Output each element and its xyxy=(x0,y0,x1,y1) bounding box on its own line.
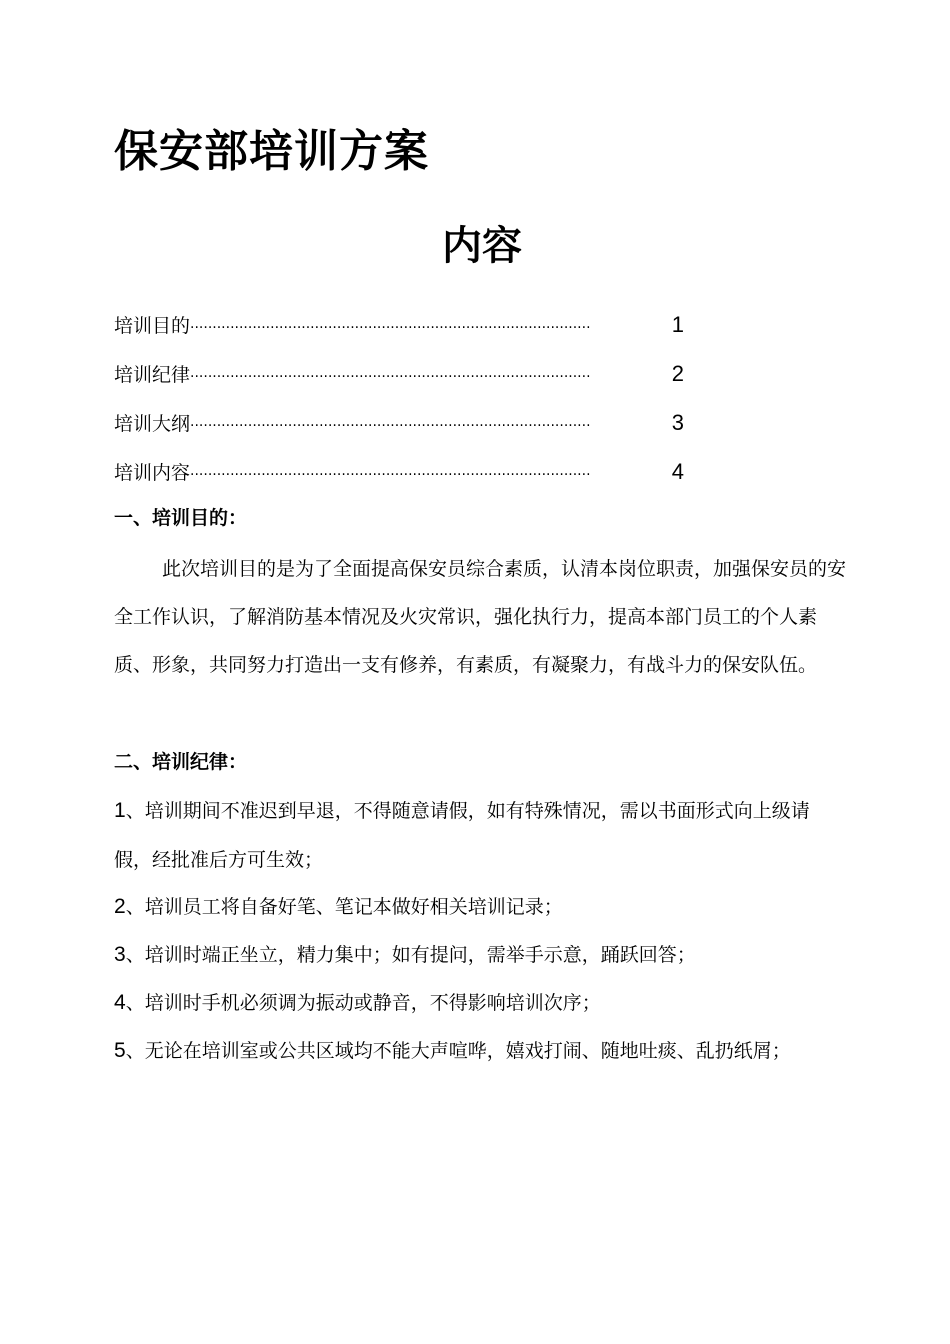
rule-number: 3 xyxy=(114,943,126,966)
toc-entry[interactable] xyxy=(114,408,684,457)
discipline-rule-item xyxy=(114,1026,838,1076)
toc-dot-leader: ·························································································· xyxy=(190,467,591,483)
toc-entry-page: 4 xyxy=(671,459,684,484)
section-heading-discipline: 二、培训纪律： xyxy=(114,751,248,773)
document-title: 保安部培训方案 xyxy=(114,126,429,177)
rule-text: 、培训员工将自备好笔、笔记本做好相关培训记录； xyxy=(125,896,563,918)
rule-number: 1 xyxy=(114,799,126,822)
toc-heading: 内容 xyxy=(442,223,522,269)
toc-entry[interactable] xyxy=(114,310,684,359)
rule-text: 、培训期间不准迟到早退，不得随意请假，如有特殊情况，需以书面形式向上级请假，经批准后方可生效； xyxy=(114,800,810,871)
toc-entry-label: 培训目的 xyxy=(114,315,191,337)
rule-number: 2 xyxy=(114,895,126,918)
discipline-rule-item xyxy=(114,882,838,932)
toc-entry[interactable] xyxy=(114,359,684,408)
discipline-rule-item xyxy=(114,930,838,980)
section-heading-purpose: 一、培训目的： xyxy=(114,507,248,529)
toc-dot-leader: ·························································································· xyxy=(190,320,591,336)
toc-dot-leader: ·························································································· xyxy=(190,369,591,385)
toc-entry-label: 培训大纲 xyxy=(114,413,191,435)
discipline-rule-item xyxy=(114,978,838,1028)
rule-number: 4 xyxy=(114,991,126,1014)
toc-entry-label: 培训纪律 xyxy=(114,364,191,386)
toc-entry-page: 2 xyxy=(671,361,684,386)
discipline-rule-item xyxy=(114,786,838,885)
rule-text: 、培训时端正坐立，精力集中；如有提问，需举手示意，踊跃回答； xyxy=(125,944,696,966)
toc-entry-page: 3 xyxy=(671,410,684,435)
table-of-contents xyxy=(114,310,684,506)
toc-entry-label: 培训内容 xyxy=(114,462,191,484)
rule-text: 、无论在培训室或公共区域均不能大声喧哗，嬉戏打闹、随地吐痰、乱扔纸屑； xyxy=(125,1040,791,1062)
rule-text: 、培训时手机必须调为振动或静音，不得影响培训次序； xyxy=(125,992,601,1014)
toc-entry[interactable] xyxy=(114,457,684,506)
purpose-paragraph: 此次培训目的是为了全面提高保安员综合素质，认清本岗位职责，加强保安员的安全工作认识，了解消防基本情况及火灾常识，强化执行力，提高本部门员工的个人素质、形象，共同努力打造出一支有修养，有素质，有凝聚力，有战斗力的保安队伍。 xyxy=(114,558,847,676)
toc-entry-page: 1 xyxy=(671,312,684,337)
rule-number: 5 xyxy=(114,1039,126,1062)
toc-dot-leader: ·························································································· xyxy=(190,418,591,434)
